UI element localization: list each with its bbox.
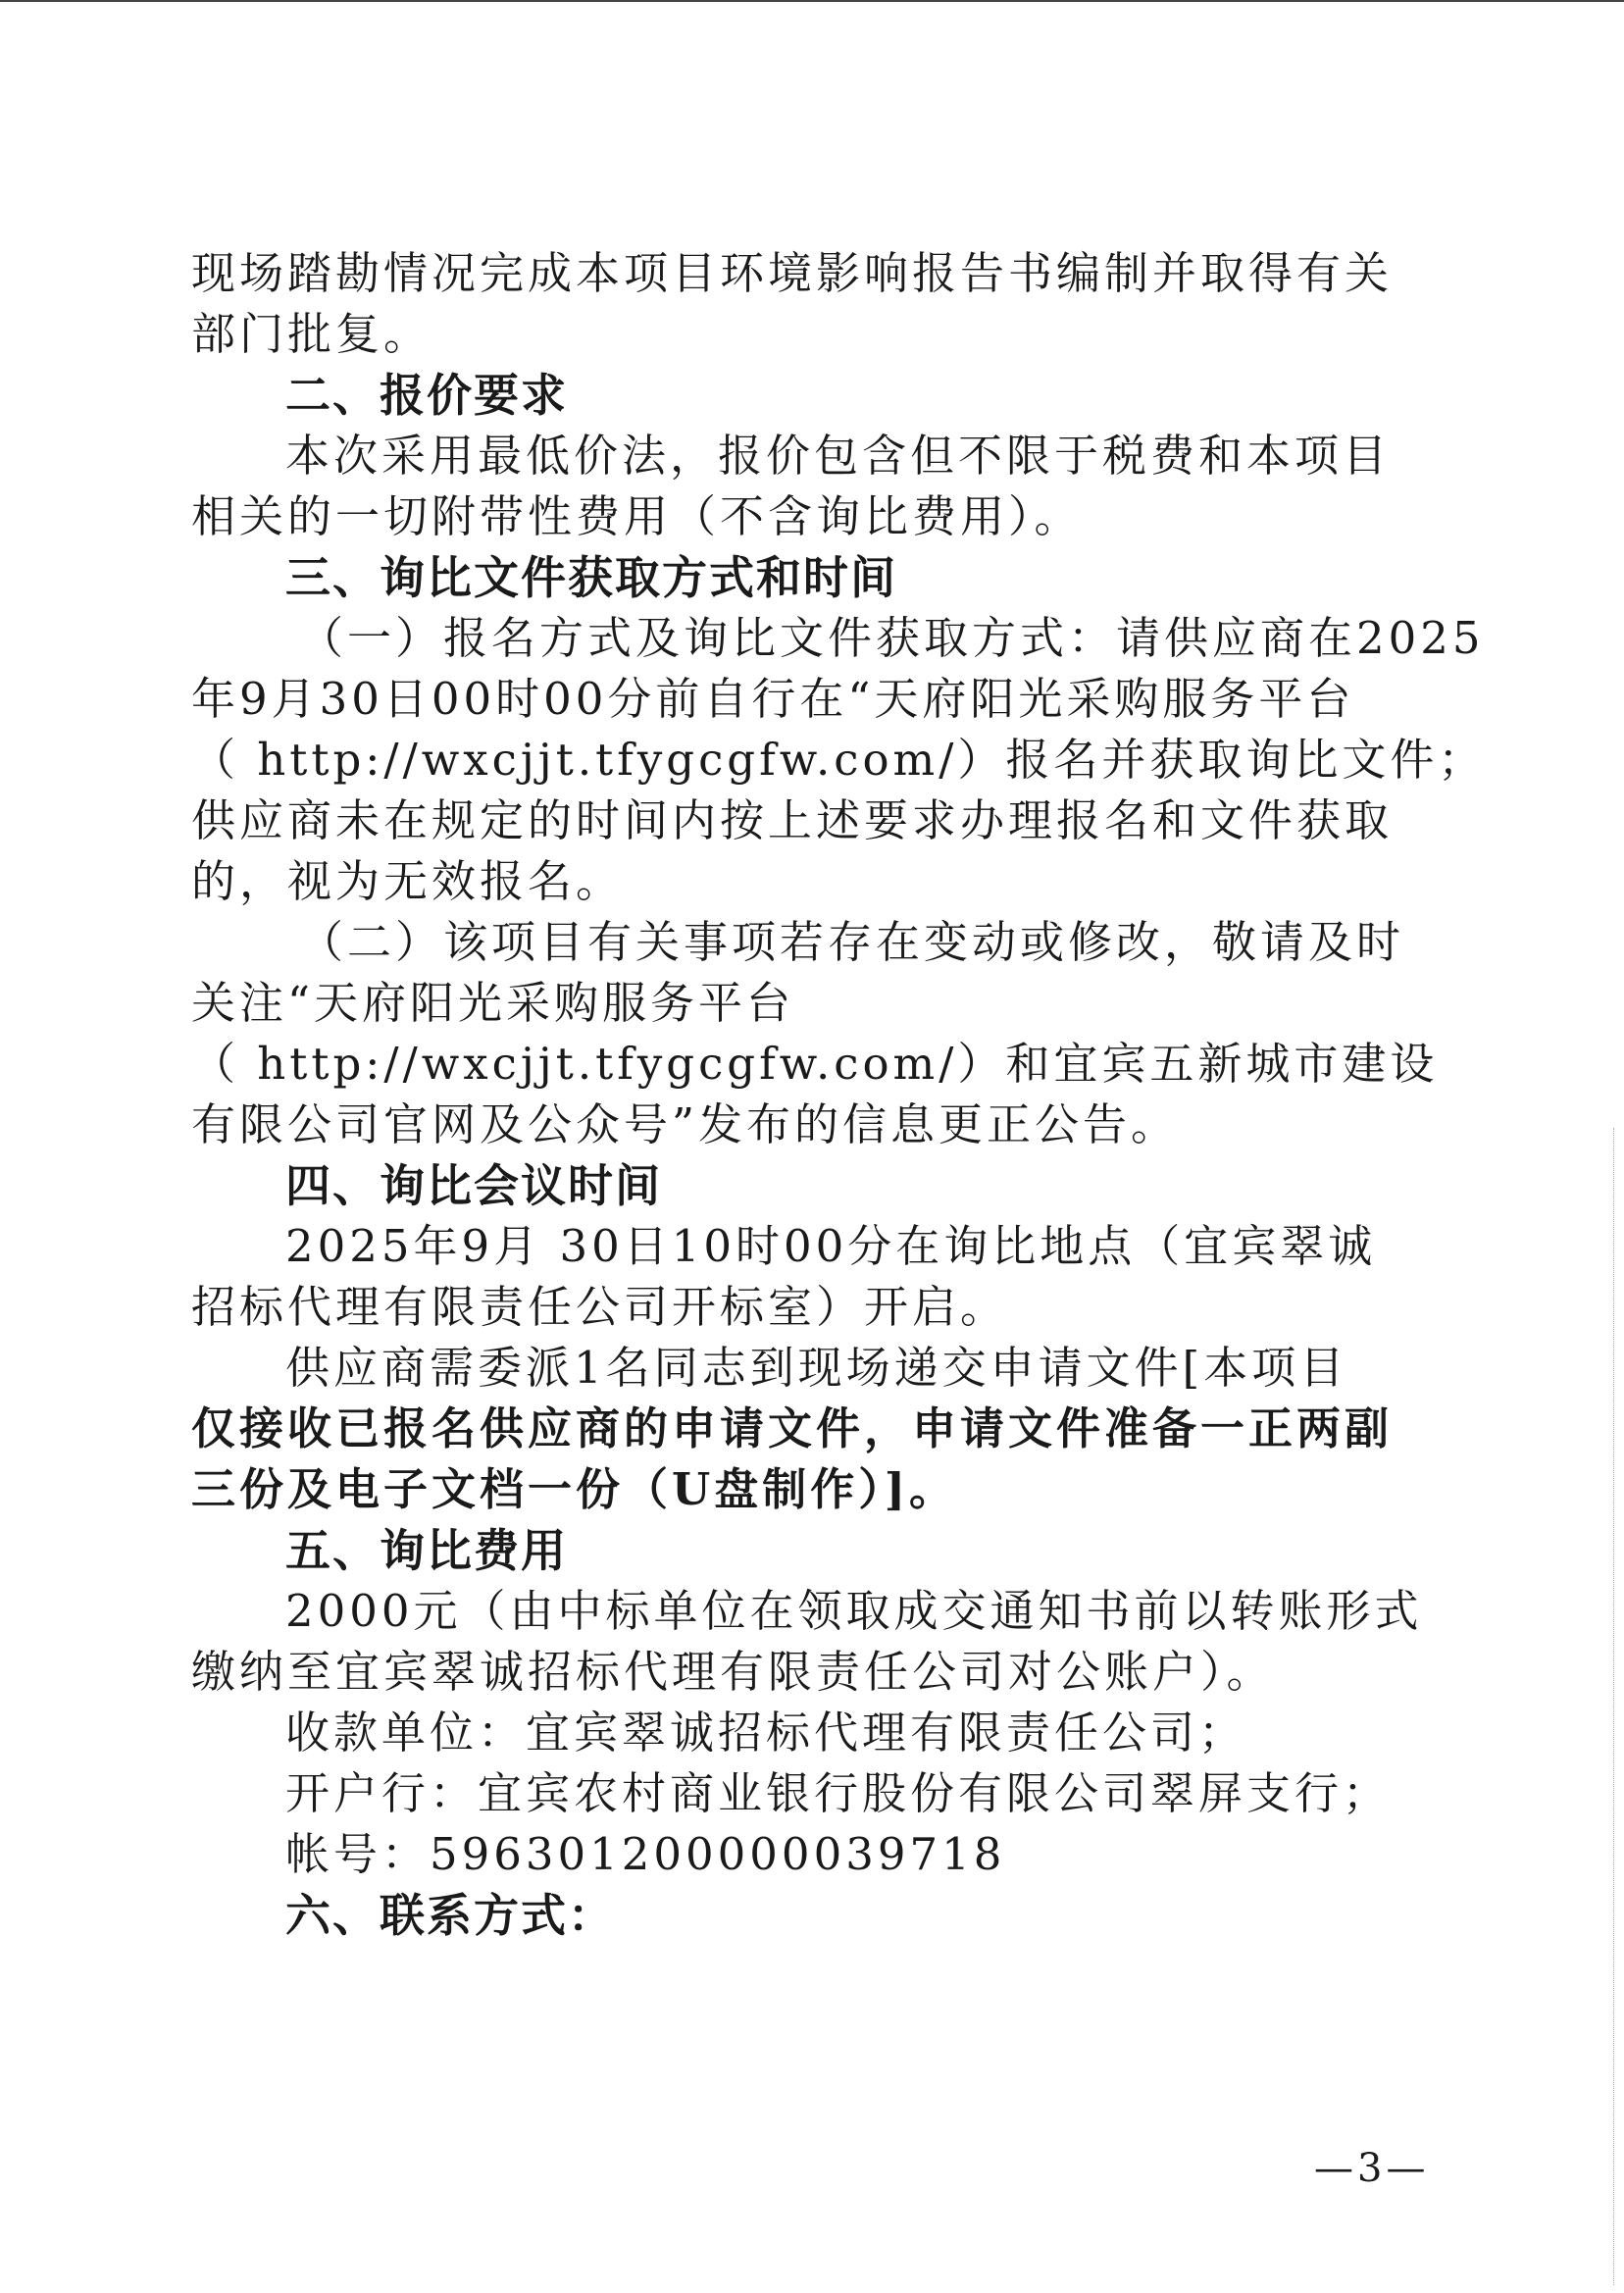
paragraph-line: （ http://wxcjjt.tfygcgfw.com/）报名并获取询比文件；	[191, 734, 1487, 786]
paragraph-line: 收款单位：宜宾翠诚招标代理有限责任公司；	[285, 1707, 1247, 1758]
section-heading: 四、询比会议时间	[285, 1159, 662, 1212]
paragraph-line: 供应商需委派1名同志到现场递交申请文件[本项目	[285, 1342, 1348, 1394]
bold-paragraph-line: 仅接收已报名供应商的申请文件，申请文件准备一正两副	[191, 1402, 1394, 1454]
paragraph-line: 开户行：宜宾农村商业银行股份有限公司翠屏支行；	[285, 1767, 1392, 1819]
section-heading: 五、询比费用	[285, 1524, 568, 1577]
paragraph-line: 缴纳至宜宾翠诚招标代理有限责任公司对公账户）。	[191, 1646, 1275, 1698]
paragraph-line: （一）报名方式及询比文件获取方式：请供应商在2025	[299, 612, 1485, 664]
document-body	[191, 243, 1487, 1946]
paragraph-line: （二）该项目有关事项若存在变动或修改，敬请及时	[299, 916, 1405, 968]
paragraph-line: 2025年9月 30日10时00分在询比地点（宜宾翠诚	[285, 1220, 1377, 1272]
paragraph-line: 现场踏勘情况完成本项目环境影响报告书编制并取得有关	[191, 247, 1394, 299]
bold-paragraph-line: 三份及电子文档一份（U盘制作）]。	[191, 1463, 958, 1515]
section-heading: 三、询比文件获取方式和时间	[285, 551, 897, 604]
paragraph-line: 关注“天府阳光采购服务平台	[191, 977, 795, 1029]
paragraph-line: 年9月30日00时00分前自行在“天府阳光采购服务平台	[191, 673, 1355, 725]
paragraph-line: 部门批复。	[191, 308, 432, 360]
paragraph-line: 本次采用最低价法，报价包含但不限于税费和本项目	[285, 430, 1392, 482]
top-border-line	[0, 0, 1624, 2]
paragraph-line: 供应商未在规定的时间内按上述要求办理报名和文件获取	[191, 794, 1394, 846]
paragraph-line: （ http://wxcjjt.tfygcgfw.com/）和宜宾五新城市建设	[191, 1038, 1439, 1090]
section-heading: 二、报价要求	[285, 369, 568, 422]
page-number: —3—	[1314, 2146, 1430, 2191]
paragraph-line: 的，视为无效报名。	[191, 855, 625, 907]
paragraph-line: 帐号：596301200000039718	[285, 1828, 1006, 1880]
section-heading: 六、联系方式：	[285, 1889, 615, 1942]
paragraph-line: 有限公司官网及公众号”发布的信息更正公告。	[191, 1098, 1180, 1150]
paragraph-line: 招标代理有限责任公司开标室）开启。	[191, 1281, 1009, 1333]
paragraph-line: 相关的一切附带性费用（不含询比费用）。	[191, 490, 1083, 542]
scan-edge-mark	[1612, 1128, 1614, 2285]
paragraph-line: 2000元（由中标单位在领取成交通知书前以转账形式	[285, 1585, 1423, 1637]
